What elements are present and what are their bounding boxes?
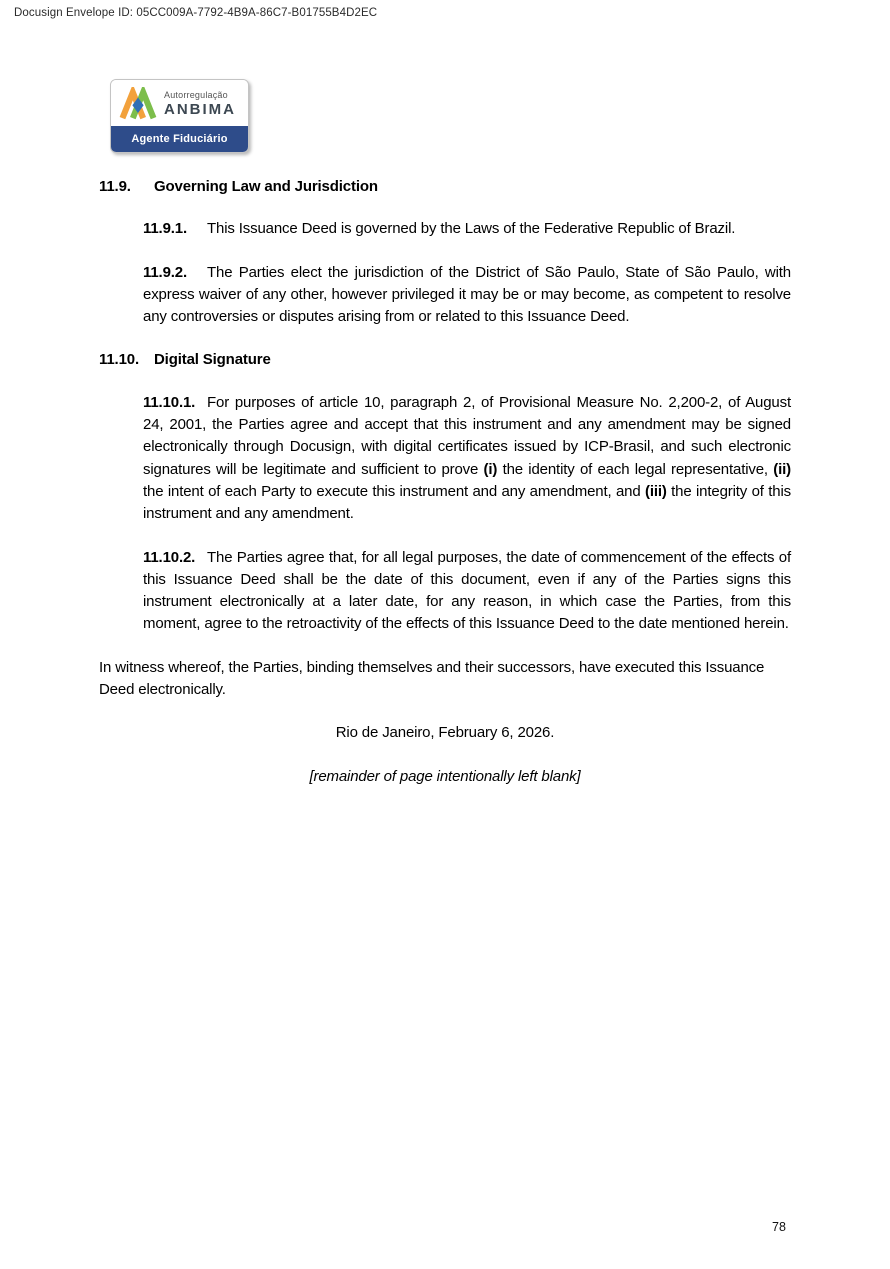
section-heading xyxy=(99,349,791,371)
logo-brand: ANBIMA xyxy=(164,101,236,119)
section-heading xyxy=(99,176,791,198)
text-segment: the integrity of this instrument and any amendment. xyxy=(143,482,791,523)
paragraph xyxy=(99,392,791,526)
logo-tagline: Autorregulação xyxy=(164,89,228,100)
logo-banner-agente-fiduciario: Agente Fiduciário xyxy=(111,126,248,152)
text-segment: the intent of each Party to execute this instrument and any amendment, and xyxy=(143,482,645,500)
paragraph-number: 11.9.2. xyxy=(143,263,187,281)
anbima-mark-icon xyxy=(119,87,157,120)
heading-title: Digital Signature xyxy=(154,351,271,369)
witness-paragraph xyxy=(99,657,791,702)
text-segment: Rio de Janeiro, February 6, 2026. xyxy=(335,724,555,742)
date-line xyxy=(99,722,791,744)
remainder-blank-line xyxy=(99,766,791,788)
text-segment: (iii) xyxy=(644,482,667,500)
text-segment: (ii) xyxy=(773,460,792,478)
paragraph-number: 11.10.2. xyxy=(143,548,196,566)
text-segment: (i) xyxy=(483,460,498,478)
anbima-logo-top xyxy=(111,80,248,126)
text-segment: In witness whereof, the Parties, binding themselves and their successors, have executed this Issuance Deed electronically. xyxy=(99,658,765,699)
paragraph xyxy=(99,262,791,329)
paragraph-number: 11.9.1. xyxy=(143,220,187,238)
docusign-envelope-id: Docusign Envelope ID: 05CC009A-7792-4B9A-86C7-B01755B4D2EC xyxy=(14,7,378,19)
text-segment: For purposes of article 10, paragraph 2, of Provisional Measure No. 2,200-2, of August 24, 2001, the Parties agree and accept that this instrument and any amendment may be signed electronically through Docusign, with digital certificates issued by ICP-Brasil, and such electronic signatures will be legitimate and sufficient to prove xyxy=(143,393,791,478)
anbima-logo-text xyxy=(164,88,236,119)
document-body xyxy=(99,176,791,809)
text-segment: [remainder of page intentionally left blank] xyxy=(309,767,581,785)
text-segment: The Parties agree that, for all legal purposes, the date of commencement of the effects of this Issuance Deed shall be the date of this document, even if any of the Parties signs this instrument electronically at a later date, for any reason, in which case the Parties, from this moment, agree to the retroactivity of the effects of this Issuance Deed to the date mentioned herein. xyxy=(143,548,791,633)
page-number: 78 xyxy=(772,1220,786,1234)
heading-number: 11.9. xyxy=(99,178,131,195)
paragraph-number: 11.10.1. xyxy=(143,393,196,411)
heading-title: Governing Law and Jurisdiction xyxy=(154,178,378,195)
paragraph xyxy=(99,547,791,636)
heading-number: 11.10. xyxy=(99,351,139,369)
anbima-logo-badge xyxy=(110,79,249,153)
text-segment: the identity of each legal representative, xyxy=(497,460,774,478)
text-segment: The Parties elect the jurisdiction of the District of São Paulo, State of São Paulo, with express waiver of any other, however privileged it may be or may become, as competent to resolve any controversies or disputes arising from or related to this Issuance Deed. xyxy=(143,263,791,326)
text-segment: This Issuance Deed is governed by the Laws of the Federative Republic of Brazil. xyxy=(207,220,736,238)
paragraph xyxy=(99,218,791,240)
